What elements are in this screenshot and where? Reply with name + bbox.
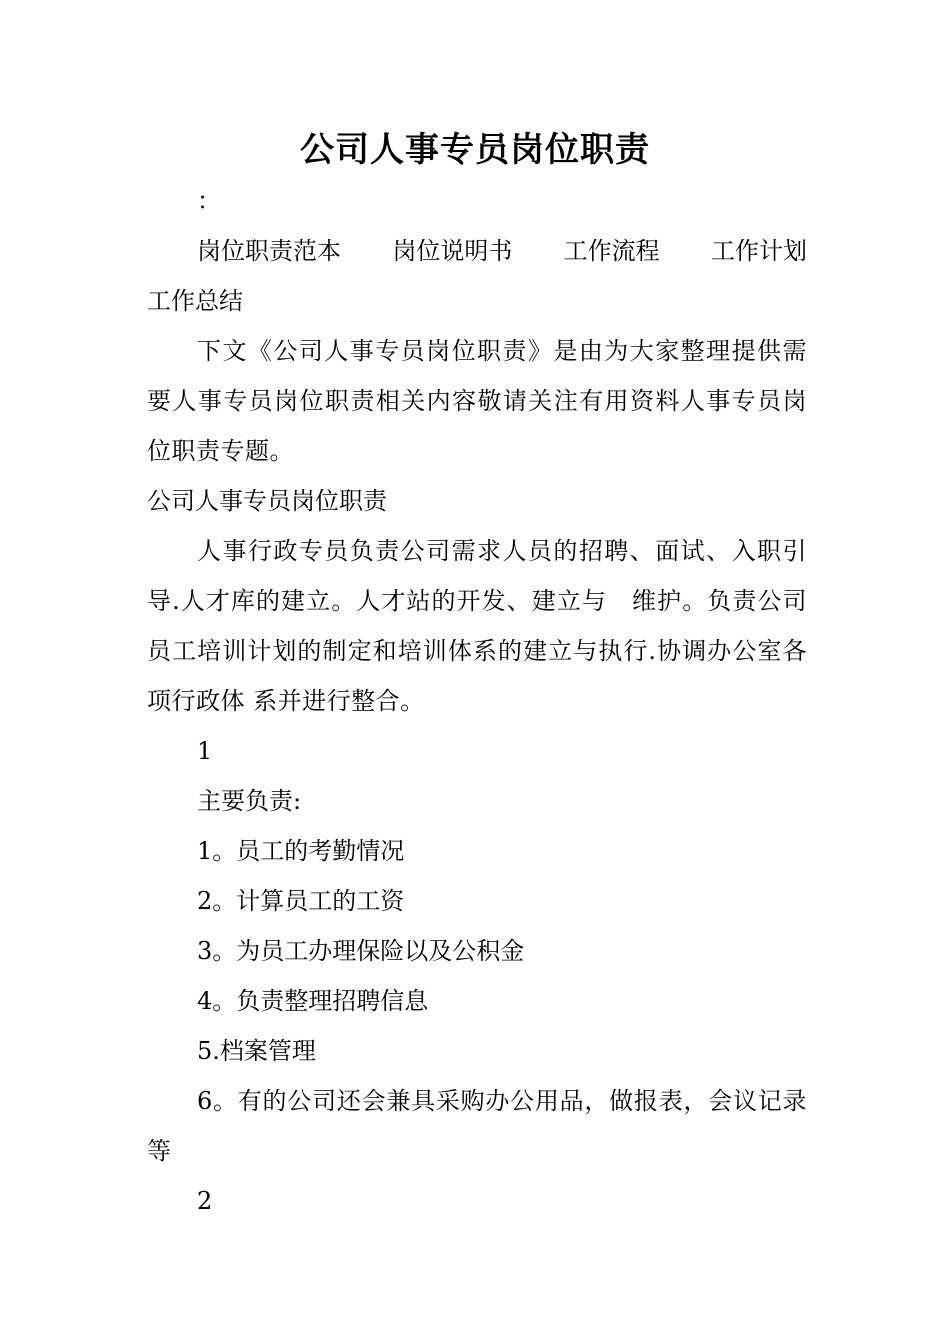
duties-heading: 主要负责:	[197, 787, 302, 815]
colon-line: ：	[197, 187, 221, 215]
tag-item: 岗位职责范本	[197, 237, 341, 265]
duty-item: 2。计算员工的工资	[197, 887, 405, 915]
tag-row	[197, 226, 807, 276]
tag-item: 岗位说明书	[392, 237, 513, 265]
tag-item-tail: 工作总结	[147, 287, 243, 315]
duty-item: 5.档案管理	[197, 1037, 316, 1065]
duty-item-6: 6。有的公司还会兼具采购办公用品，做报表，会议记录等	[147, 1087, 807, 1165]
duty-item: 3。为员工办理保险以及公积金	[197, 937, 525, 965]
tag-item: 工作流程	[563, 237, 660, 265]
page-marker: 1	[197, 737, 213, 765]
tag-item: 工作计划	[710, 237, 807, 265]
duty-item: 1。员工的考勤情况	[197, 837, 405, 865]
intro-paragraph: 下文《公司人事专员岗位职责》是由为大家整理提供需要人事专员岗位职责相关内容敬请关注有用资料人事专员岗位职责专题。	[147, 337, 807, 465]
document-title: 公司人事专员岗位职责	[300, 130, 650, 170]
duty-item: 4。负责整理招聘信息	[197, 987, 429, 1015]
page-marker: 2	[197, 1187, 213, 1215]
description-paragraph: 人事行政专员负责公司需求人员的招聘、面试、入职引导.人才库的建立。人才站的开发、建立与 维护。负责公司员工培训计划的制定和培训体系的建立与执行.协调办公室各项行政体 系并进行整合。	[147, 537, 807, 715]
section-heading: 公司人事专员岗位职责	[147, 487, 387, 515]
